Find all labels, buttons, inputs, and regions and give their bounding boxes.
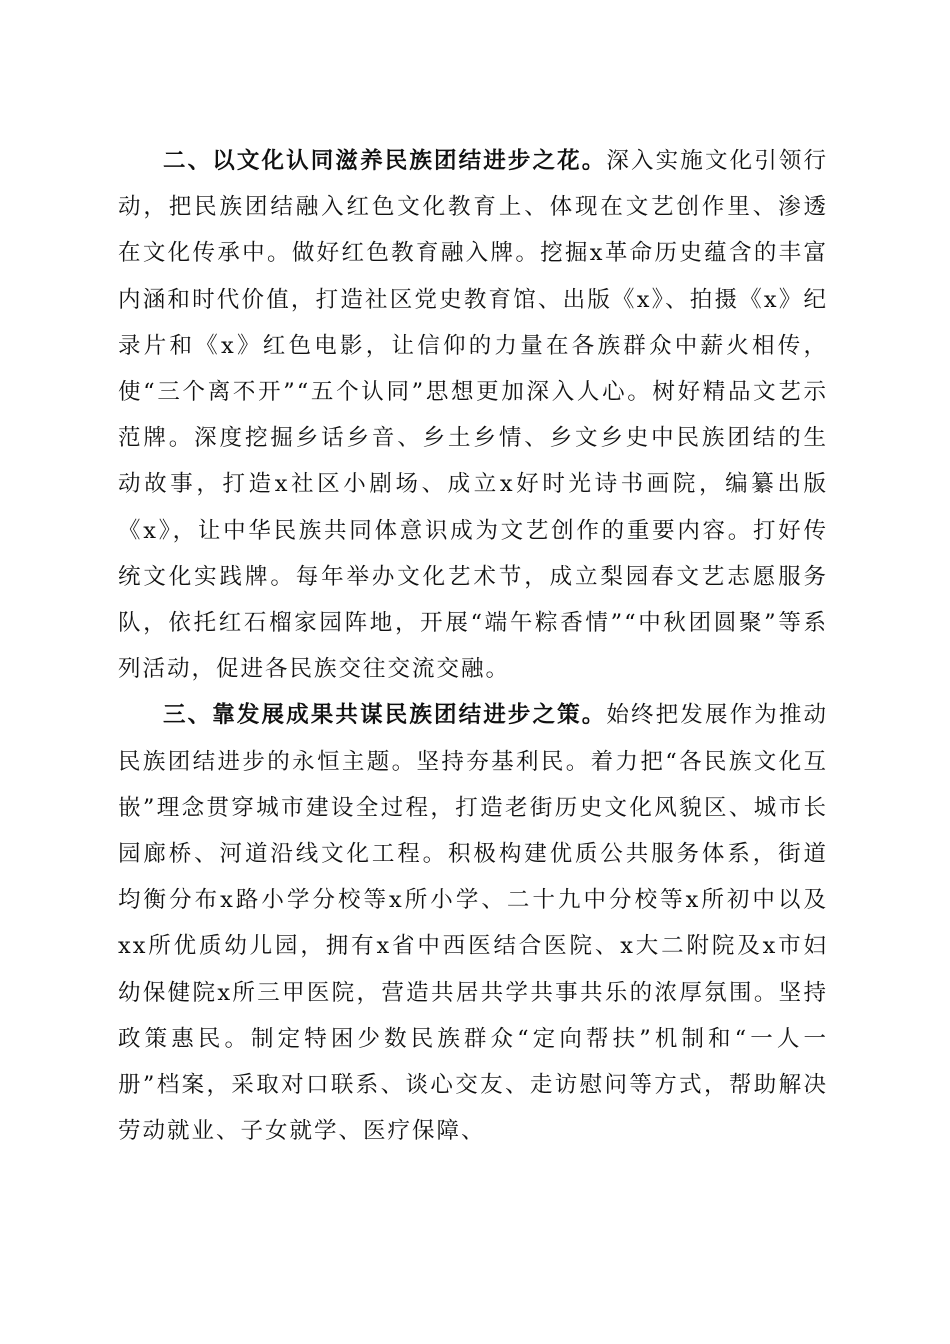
document-page bbox=[118, 138, 828, 1154]
paragraph-heading-culture: 二、以文化认同滋养民族团结进步之花。 bbox=[163, 148, 607, 174]
paragraph-development bbox=[118, 692, 828, 1154]
paragraph-culture bbox=[118, 138, 828, 692]
paragraph-body-culture: 深入实施文化引领行动，把民族团结融入红色文化教育上、体现在文艺创作里、渗透在文化传承中。做好红色教育融入牌。挖掘x革命历史蕴含的丰富内涵和时代价值，打造社区党史教育馆、出版《x》、拍摄《x》纪录片和《x》红色电影，让信仰的力量在各族群众中薪火相传，使“三个离不开”“五个认同”思想更加深入人心。树好精品文艺示范牌。深度挖掘乡话乡音、乡土乡情、乡文乡史中民族团结的生动故事，打造x社区小剧场、成立x好时光诗书画院，编纂出版《x》，让中华民族共同体意识成为文艺创作的重要内容。打好传统文化实践牌。每年举办文化艺术节，成立梨园春文艺志愿服务队，依托红石榴家园阵地，开展“端午粽香情”“中秋团圆聚”等系列活动，促进各民族交往交流交融。 bbox=[118, 148, 828, 683]
paragraph-body-development: 始终把发展作为推动民族团结进步的永恒主题。坚持夯基利民。着力把“各民族文化互嵌”理念贯穿城市建设全过程，打造老街历史文化风貌区、城市长园廊桥、河道沿线文化工程。积极构建优质公共服务体系，街道均衡分布x路小学分校等x所小学、二十九中分校等x所初中以及xx所优质幼儿园，拥有x省中西医结合医院、x大二附院及x市妇幼保健院x所三甲医院，营造共居共学共事共乐的浓厚氛围。坚持政策惠民。制定特困少数民族群众“定向帮扶”机制和“一人一册”档案，采取对口联系、谈心交友、走访慰问等方式，帮助解决劳动就业、子女就学、医疗保障、 bbox=[118, 702, 828, 1145]
paragraph-heading-development: 三、靠发展成果共谋民族团结进步之策。 bbox=[163, 702, 607, 729]
